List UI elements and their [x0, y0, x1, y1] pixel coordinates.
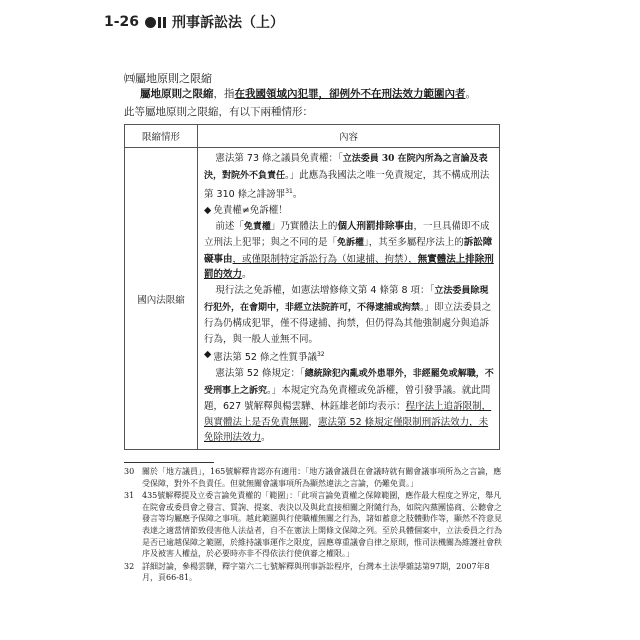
intro-mid: ，指	[213, 88, 235, 100]
p4-text: ，	[308, 416, 319, 428]
p4-lead: 憲法第 52 條規定：「	[215, 368, 305, 380]
lead-sentence: 此等屬地原則之限縮，有以下兩種情形：	[124, 106, 313, 118]
footnote-number: 30	[124, 467, 135, 476]
footnote-item	[124, 490, 502, 560]
intro-term: 屬地原則之限縮	[140, 88, 214, 100]
chapter-marker-icon	[145, 17, 166, 28]
page-header	[104, 12, 284, 32]
p4-end: 。	[261, 432, 271, 444]
p1-quote: 立法委員 30 在院內所為之言論及表決，對院外不負責任	[204, 154, 488, 181]
bullet-article-52	[204, 347, 494, 366]
p2-term: 免訴權	[337, 238, 365, 249]
content-cell	[198, 148, 500, 450]
p3-end: 。」即立法委員之行為仍構成犯罪，僅不得逮捕、拘禁，但仍得為其他強制處分與追訴行為，與一般人並無不同。	[204, 301, 492, 345]
p2-term: 訴訟障礙事由	[204, 237, 493, 265]
p2-underlined: ，或僅限制特定訴訟行為（如逮捕、拘禁），	[232, 253, 418, 265]
intro-paragraph	[140, 86, 476, 101]
footnote-divider	[124, 462, 214, 463]
book-title: 刑事訴訟法（上）	[172, 15, 285, 31]
footnote-ref: 32	[316, 351, 325, 359]
table-row	[125, 148, 500, 450]
p4-mid: 。」本規定究為免責權或免訴權，曾引發爭議。就此問題，627 號解釋與楊雲驊、林鈺雄老師均表示：	[204, 384, 491, 413]
p1-lead: 憲法第 73 條之議員免責權：「	[215, 153, 343, 164]
footnote-text: 關於「地方議員」，165號解釋肯認亦有適用：「地方議會議員在會議時就有關會議事項所為之言論，應受保障，對外不負責任。但就無關會議事項所為顯然違法之言論，仍難免責。」	[142, 467, 502, 488]
paragraph-distinction	[204, 219, 494, 283]
table-header-row	[125, 125, 500, 148]
p2-term: 個人刑罰排除事由	[337, 220, 414, 232]
p2-text: 前述「	[215, 220, 244, 232]
section-heading: ㈣屬地原則之限縮	[124, 72, 212, 85]
diamond-icon: ◆	[204, 349, 212, 361]
bullet-text: 憲法第 52 條之性質爭議	[213, 352, 317, 364]
footnote-text: 435號解釋提及立委言論免責權的「範圍」：「此項言論免責權之保障範圍，應作最大程度之界定，舉凡在院會或委員會之發言、質詢、提案、表決以及與此直接相關之附隨行為，如院內黨團協商、公聽會之發言等均屬應予保障之事項。越此範圍與行使職權無關之行為，諸如蓄意之肢體動作等，顯然不符意見表達之適當情節致侵害他人法益者，自不在憲法上開條文保障之列。至於具體個案中，立法委員之行為是否已逾越保障之範圍，於維持議事運作之限度，固應尊重議會自律之原則，惟司法機關為維護社會秩序及被害人權益，於必要時亦非不得依法行使偵審之權限。」	[142, 491, 502, 559]
paragraph-current-law	[204, 283, 494, 347]
bullet-immunity-distinction	[204, 203, 494, 219]
diamond-icon: ◆	[204, 204, 212, 216]
p2-text: 。	[242, 269, 252, 281]
p1-mid: 。」此應為我國法之唯一免責規定，其不構成刑法第 310 條之誹謗罪	[204, 169, 490, 201]
category-cell: 國內法限縮	[125, 148, 198, 450]
header-category: 限縮情形	[125, 125, 198, 148]
header-content: 內容	[198, 125, 500, 148]
footnote-item	[124, 561, 502, 584]
page-number: 1-26	[104, 14, 140, 30]
p4-quote: 總統除犯內亂或外患罪外，非經罷免或解職，不受刑事上之訴究	[204, 369, 494, 396]
limits-table	[124, 124, 500, 450]
p2-text: 」，其至多屬程序法上的	[364, 237, 464, 249]
footnote-item	[124, 466, 502, 489]
footnote-number: 32	[124, 561, 135, 571]
footnote-text: 詳細討論，參楊雲驊，釋字第六二七號解釋與刑事訴訟程序，台灣本土法學雜誌第97期，2007年8月，頁66-81。	[142, 561, 490, 583]
p2-underlined: 無實體法上排除刑罰的效力	[204, 253, 494, 281]
p2-text: 」乃實體法上的	[270, 220, 338, 232]
p4-underlined: 憲法第 52 條規定僅限制刑訴法效力，未免除刑法效力	[204, 416, 489, 444]
p1-end: 。	[292, 189, 303, 201]
footnote-number: 31	[124, 491, 135, 501]
bullet-text: 免責權≠免訴權！	[213, 204, 288, 216]
p2-text: ，一旦具備即不成立刑法上犯罪；與之不同的是「	[204, 220, 490, 249]
intro-underlined: 在我國領域內犯罪，卻例外不在刑法效力範圍內者	[234, 88, 466, 100]
footnote-ref: 31	[285, 188, 293, 196]
p2-term: 免責權	[243, 221, 271, 232]
paragraph-immunity	[204, 151, 494, 203]
p4-underlined: 程序法上追訴限制，與實體法上是否免責無關	[204, 401, 492, 428]
footnotes	[124, 466, 502, 585]
p3-quote: 立法委員除現行犯外，在會期中，非經立法院許可，不得逮捕或拘禁	[204, 285, 489, 313]
p3-lead: 現行法之免訴權，如憲法增修條文第 4 條第 8 項：「	[215, 284, 435, 296]
paragraph-article-52	[204, 366, 494, 446]
intro-end: 。	[465, 88, 476, 100]
